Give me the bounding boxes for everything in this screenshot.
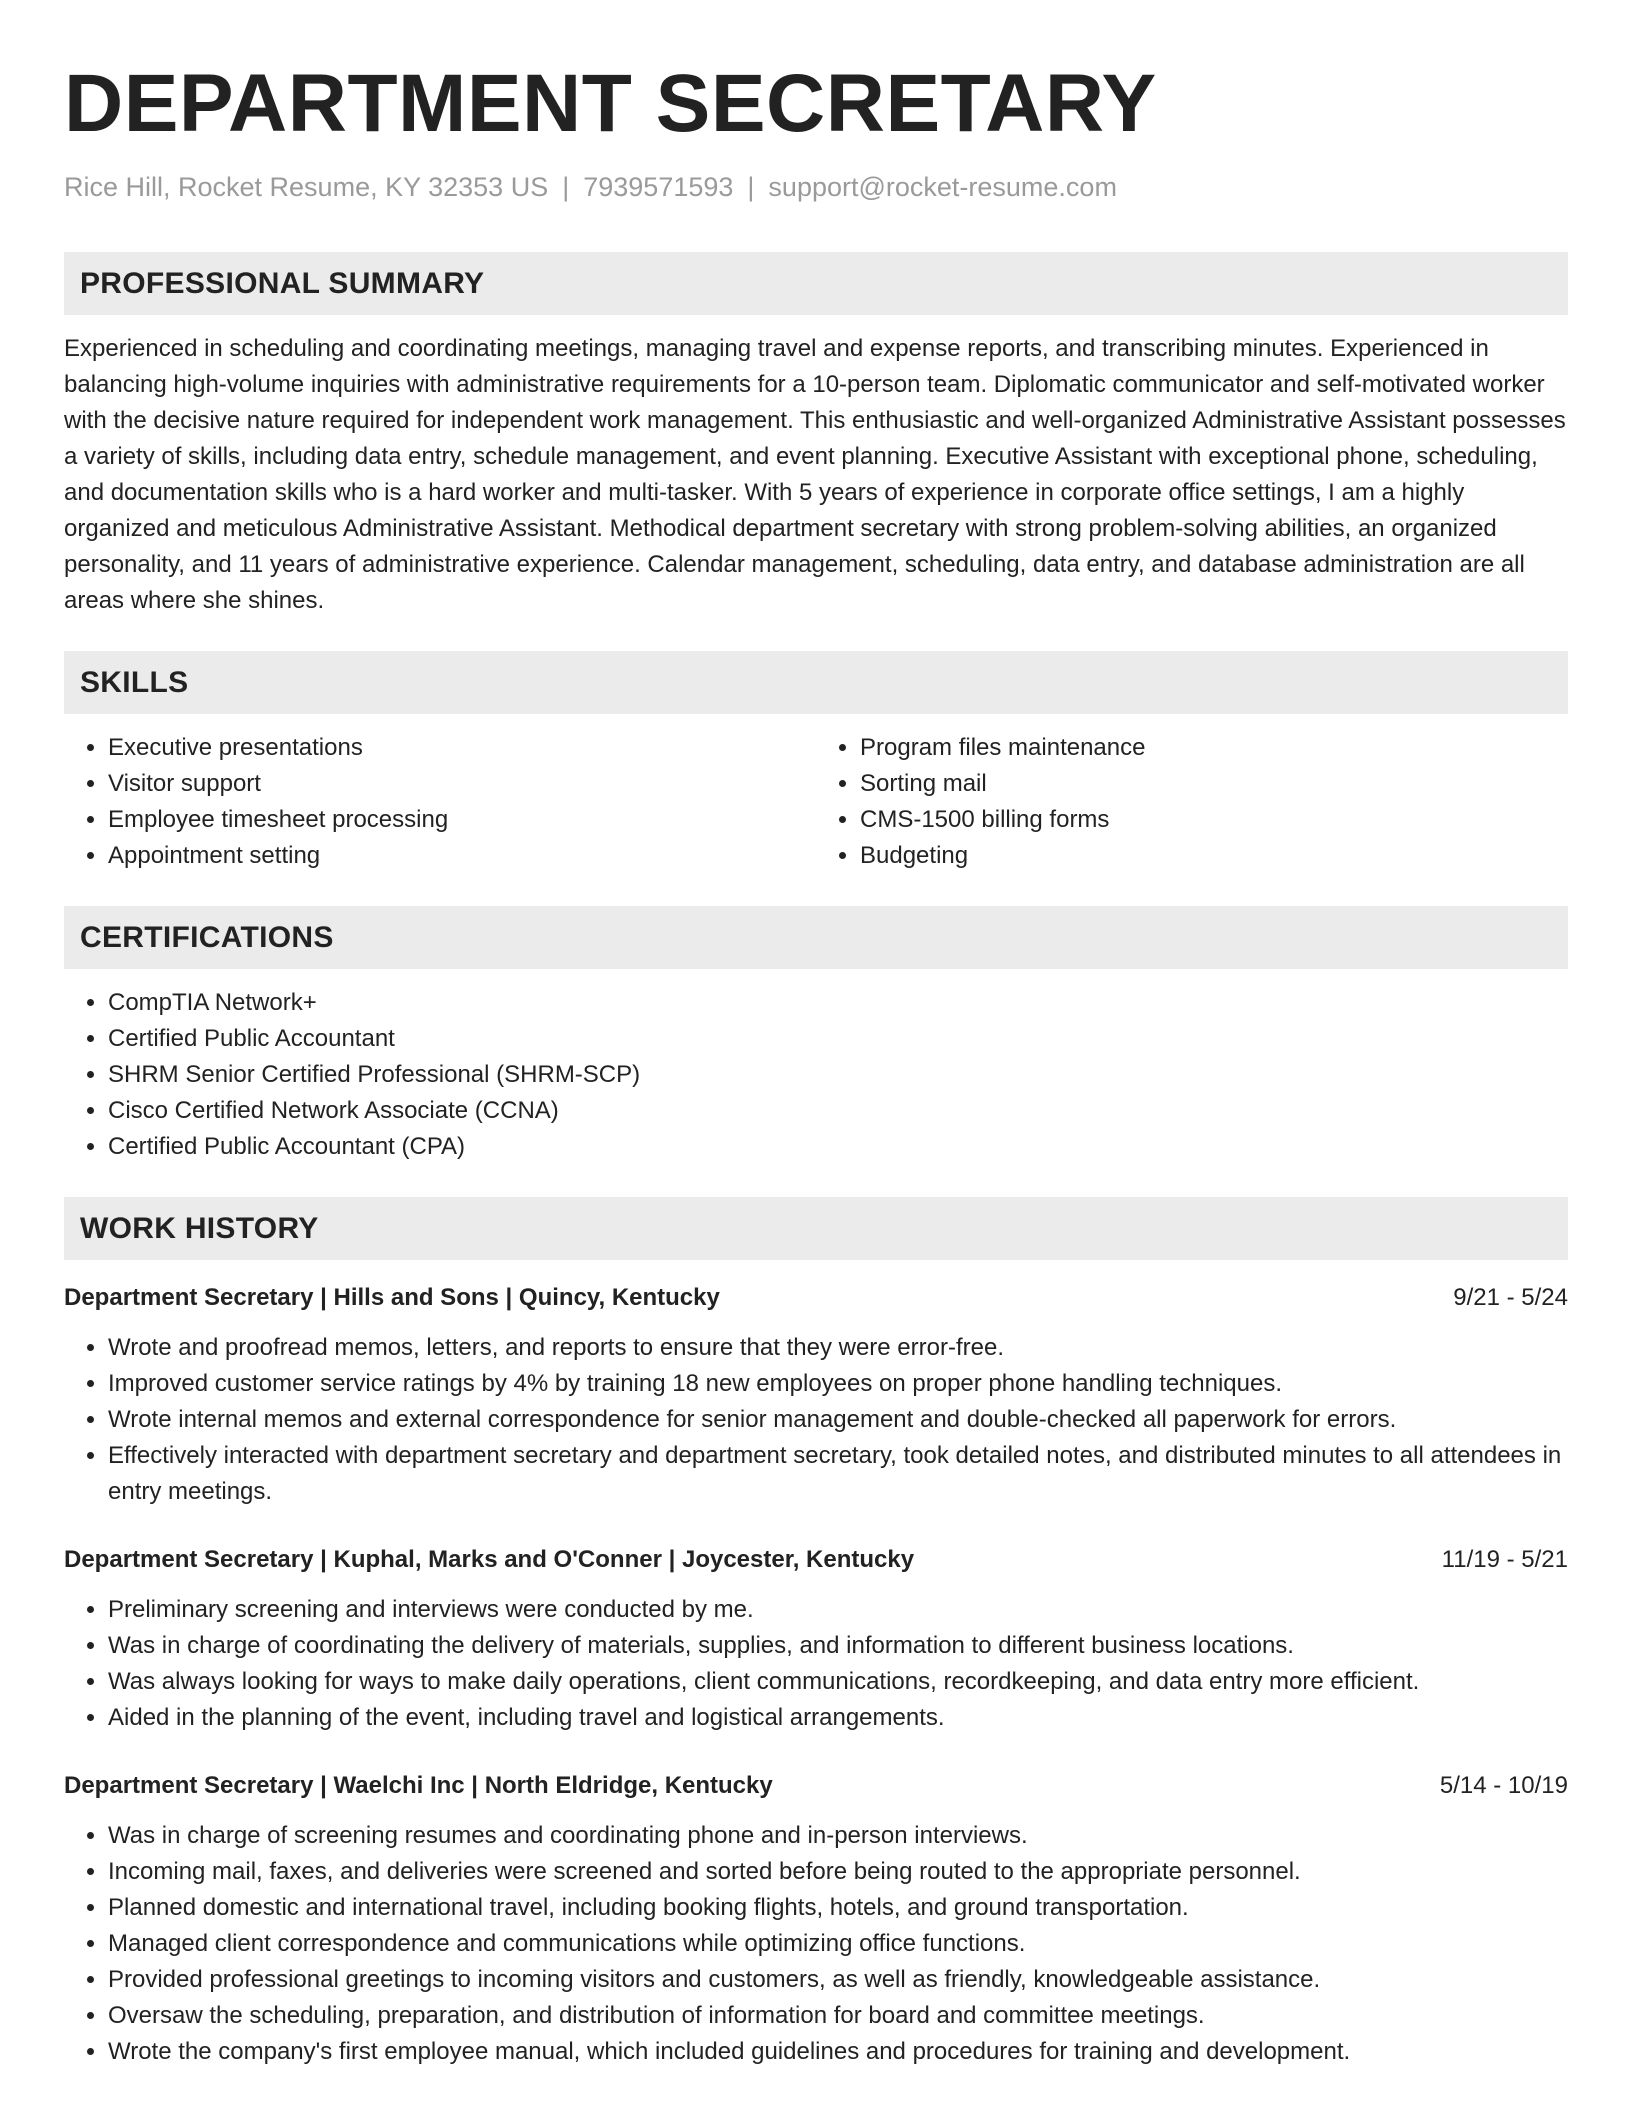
job-entry (64, 1768, 1568, 2070)
skill-item: • Executive presentations (108, 730, 816, 766)
skill-item: • Sorting mail (860, 766, 1568, 802)
summary-text: Experienced in scheduling and coordinating meetings, managing travel and expense reports, and transcribing minutes. Experienced in balancing high-volume inquiries with administrative requirements for a 10-person team. Diplomatic communicator and self-motivated worker with the decisive nature required for independent work management. This enthusiastic and well-organized Administrative Assistant possesses a variety of skills, including data entry, schedule management, and event planning. Executive Assistant with exceptional phone, scheduling, and documentation skills who is a hard worker and multi-tasker. With 5 years of experience in corporate office settings, I am a highly organized and meticulous Administrative Assistant. Methodical department secretary with strong problem-solving abilities, an organized personality, and 11 years of administrative experience. Calendar management, scheduling, data entry, and database administration are all areas where she shines. (64, 335, 1566, 614)
contact-email: support@rocket-resume.com (768, 172, 1117, 202)
job-dates: 11/19 - 5/21 (1441, 1546, 1568, 1573)
contact-address: Rice Hill, Rocket Resume, KY 32353 US (64, 172, 549, 202)
certification-item: • Cisco Certified Network Associate (CCNA) (108, 1093, 1568, 1129)
job-title: Department Secretary | Waelchi Inc | North Eldridge, Kentucky (64, 1772, 773, 1799)
skills-list-left (64, 730, 816, 874)
job-bullet: • Planned domestic and international travel, including booking flights, hotels, and ground transportation. (108, 1890, 1568, 1926)
job-bullet: • Incoming mail, faxes, and deliveries were screened and sorted before being routed to the appropriate personnel. (108, 1854, 1568, 1890)
resume-name: DEPARTMENT SECRETARY (64, 58, 1157, 149)
skill-item: • Visitor support (108, 766, 816, 802)
job-bullet: • Was in charge of screening resumes and coordinating phone and in-person interviews. (108, 1818, 1568, 1854)
section-heading-work-history: WORK HISTORY (64, 1197, 1568, 1260)
section-heading-skills: SKILLS (64, 651, 1568, 714)
job-bullet: • Effectively interacted with department secretary and department secretary, took detailed notes, and distributed minutes to all attendees in entry meetings. (108, 1438, 1568, 1510)
job-bullet: • Wrote internal memos and external correspondence for senior management and double-checked all paperwork for errors. (108, 1402, 1568, 1438)
skills-list-right (816, 730, 1568, 874)
job-bullets (64, 1592, 1568, 1736)
section-heading-summary: PROFESSIONAL SUMMARY (64, 252, 1568, 315)
job-bullets (64, 1818, 1568, 2070)
contact-separator: | (747, 172, 755, 202)
job-bullet: • Aided in the planning of the event, including travel and logistical arrangements. (108, 1700, 1568, 1736)
job-bullet: • Oversaw the scheduling, preparation, and distribution of information for board and committee meetings. (108, 1998, 1568, 2034)
section-heading-certifications: CERTIFICATIONS (64, 906, 1568, 969)
job-header (64, 1280, 1568, 1316)
skill-item: • Appointment setting (108, 838, 816, 874)
contact-separator: | (562, 172, 570, 202)
job-title: Department Secretary | Kuphal, Marks and O'Conner | Joycester, Kentucky (64, 1546, 915, 1573)
job-header (64, 1542, 1568, 1578)
skill-item: • Program files maintenance (860, 730, 1568, 766)
job-bullet: • Wrote and proofread memos, letters, and reports to ensure that they were error-free. (108, 1330, 1568, 1366)
contact-phone: 7939571593 (583, 172, 734, 202)
job-dates: 9/21 - 5/24 (1453, 1284, 1568, 1311)
skills-grid (64, 714, 1568, 874)
job-bullet: • Provided professional greetings to incoming visitors and customers, as well as friendly, knowledgeable assistance. (108, 1962, 1568, 1998)
contact-line (64, 170, 1568, 204)
job-bullets (64, 1330, 1568, 1510)
certification-item: • SHRM Senior Certified Professional (SHRM-SCP) (108, 1057, 1568, 1093)
job-bullet: • Was in charge of coordinating the delivery of materials, supplies, and information to different business locations. (108, 1628, 1568, 1664)
skill-item: • Budgeting (860, 838, 1568, 874)
skill-item: • CMS-1500 billing forms (860, 802, 1568, 838)
certification-item: • Certified Public Accountant (108, 1021, 1568, 1057)
certification-item: • Certified Public Accountant (CPA) (108, 1129, 1568, 1165)
job-bullet: • Managed client correspondence and communications while optimizing office functions. (108, 1926, 1568, 1962)
job-dates: 5/14 - 10/19 (1439, 1772, 1568, 1799)
job-bullet: • Preliminary screening and interviews were conducted by me. (108, 1592, 1568, 1628)
skill-item: • Employee timesheet processing (108, 802, 816, 838)
job-entry (64, 1542, 1568, 1736)
job-bullet: • Improved customer service ratings by 4% by training 18 new employees on proper phone handling techniques. (108, 1366, 1568, 1402)
job-entry (64, 1280, 1568, 1510)
job-title: Department Secretary | Hills and Sons | Quincy, Kentucky (64, 1284, 720, 1311)
certifications-list (64, 985, 1568, 1165)
job-header (64, 1768, 1568, 1804)
job-bullet: • Was always looking for ways to make daily operations, client communications, recordkeeping, and data entry more efficient. (108, 1664, 1568, 1700)
certification-item: • CompTIA Network+ (108, 985, 1568, 1021)
job-bullet: • Wrote the company's first employee manual, which included guidelines and procedures for training and development. (108, 2034, 1568, 2070)
